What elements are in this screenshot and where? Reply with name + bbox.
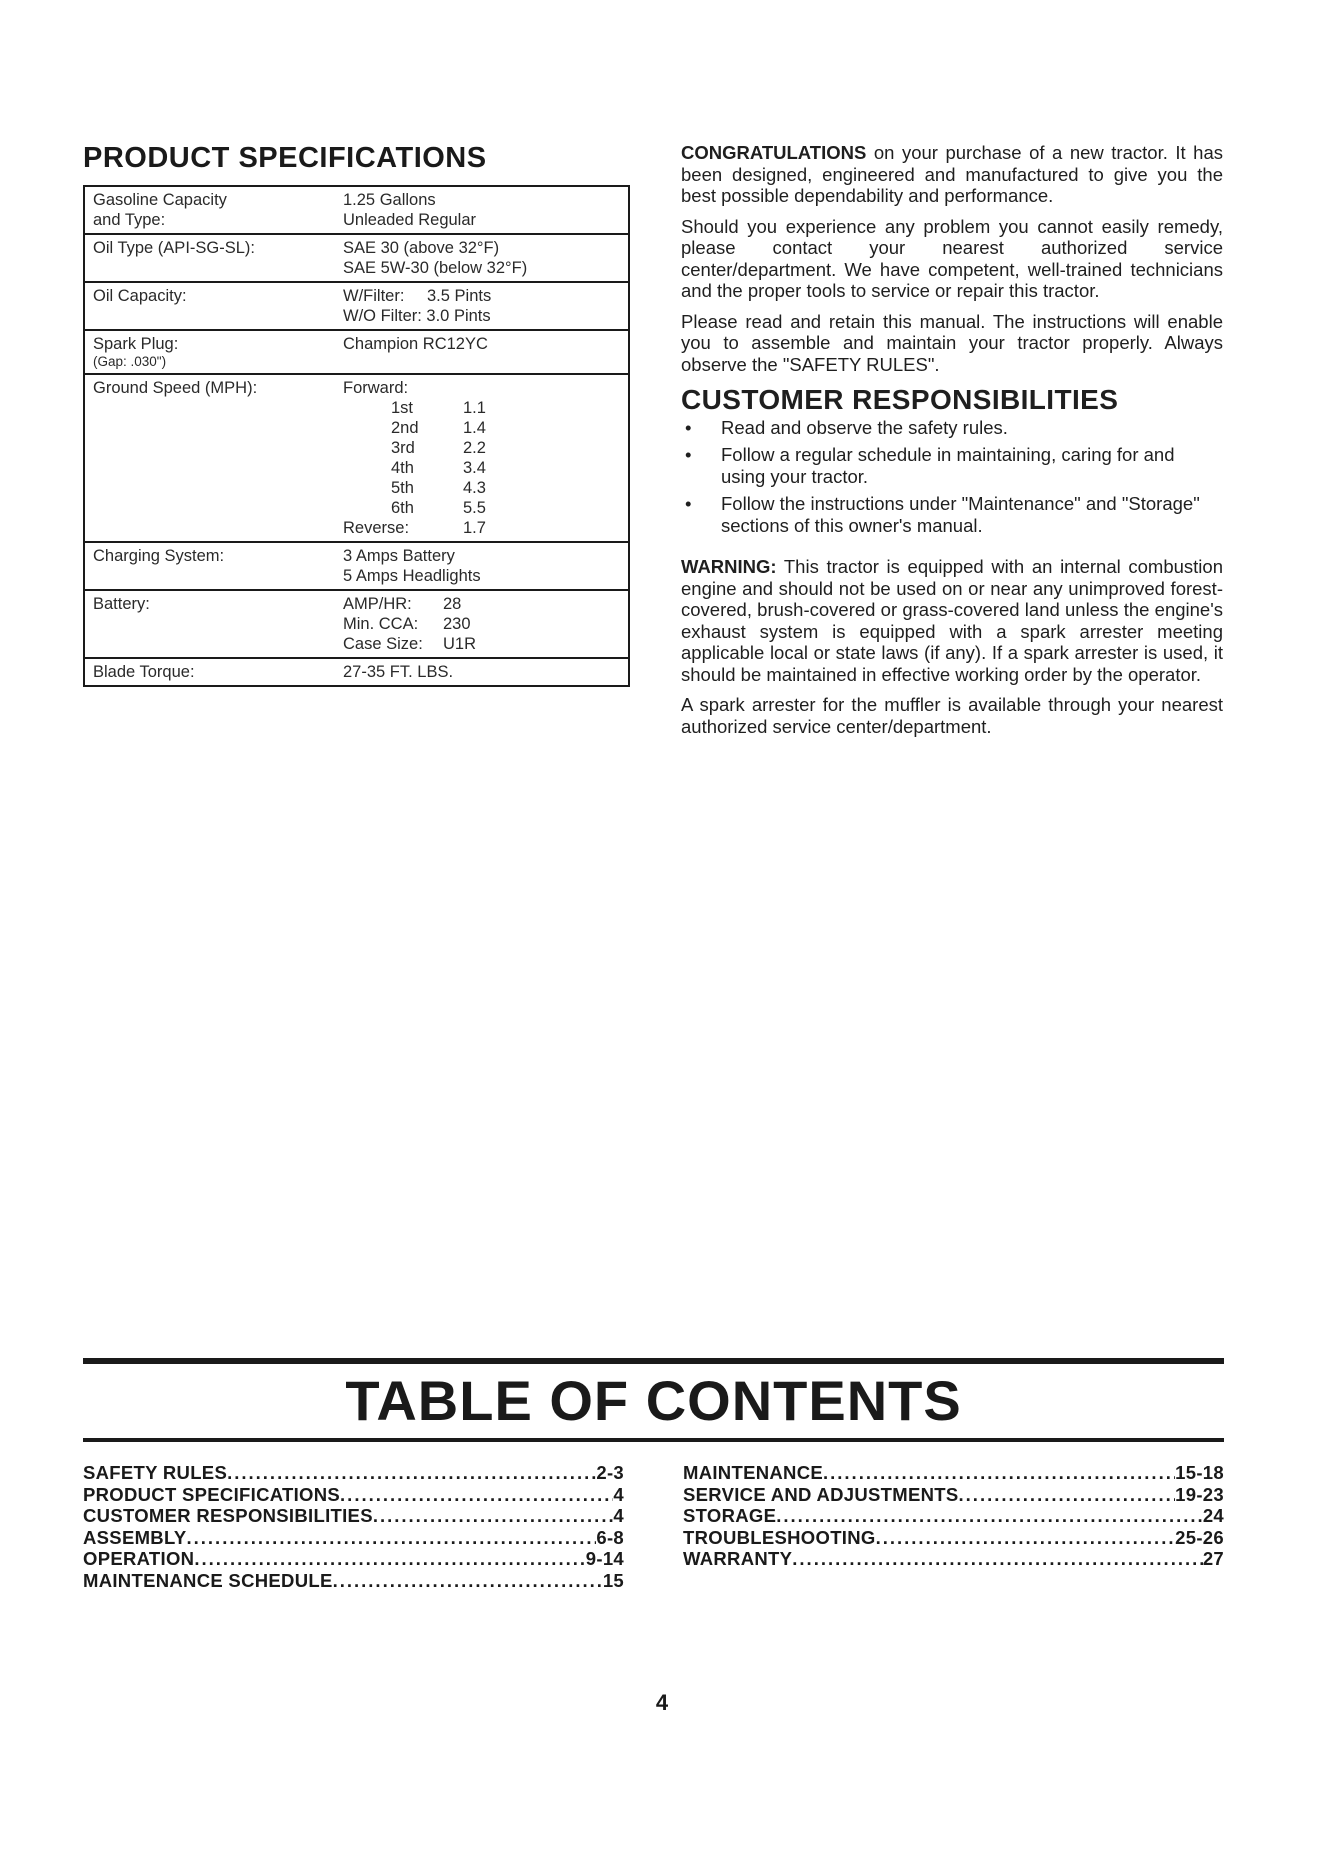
spec-value: 3.5 Pints (427, 287, 492, 305)
gear-row (343, 458, 628, 478)
toc-entry-page: 19-23 (1175, 1483, 1224, 1505)
oil-capacity-with-filter (343, 286, 628, 306)
spec-row-spark-plug (85, 331, 628, 375)
battery-value: U1R (443, 635, 477, 653)
spec-label: and Type: (93, 211, 166, 229)
toc-leader-dots (373, 1505, 614, 1527)
toc-entry-title: SERVICE AND ADJUSTMENTS (683, 1483, 959, 1505)
toc-entry-title: OPERATION (83, 1548, 195, 1569)
toc-leader-dots (876, 1527, 1176, 1549)
toc-entry-title: PRODUCT SPECIFICATIONS (83, 1483, 341, 1505)
spec-label: Battery: (93, 595, 150, 613)
battery-row (343, 594, 628, 614)
gear-row (343, 418, 628, 438)
toc-entry-page: 15 (602, 1569, 624, 1591)
toc-leader-dots (823, 1462, 1175, 1484)
spec-label: Oil Capacity: (93, 287, 187, 305)
toc-leader-dots (340, 1484, 613, 1506)
spec-label: Oil Type (API-SG-SL): (93, 239, 255, 257)
toc-entry-title: MAINTENANCE SCHEDULE (83, 1569, 333, 1591)
spec-row-oil-type (85, 235, 628, 283)
toc-entry (683, 1505, 1224, 1527)
service-paragraph: Should you experience any problem you cannot easily remedy, please contact your nearest authorized service center/department. We have competent, well-trained technicians and the proper tools to service or repair this tractor. (681, 215, 1223, 301)
toc-right-column (683, 1462, 1224, 1591)
toc-leader-dots (792, 1548, 1203, 1570)
bullet-icon: • (685, 444, 692, 465)
table-of-contents (83, 1358, 1224, 1591)
spec-row-ground-speed (85, 375, 628, 543)
divider (83, 1438, 1224, 1442)
battery-value: 230 (443, 615, 471, 633)
responsibility-text: Follow the instructions under "Maintenance" and "Storage" sections of this owner's manual. (721, 493, 1200, 536)
gear-list (343, 398, 628, 518)
spec-row-battery (85, 591, 628, 659)
toc-entry (83, 1548, 624, 1570)
toc-entry-title: CUSTOMER RESPONSIBILITIES (83, 1505, 373, 1526)
warning-paragraph (681, 556, 1223, 685)
battery-row (343, 614, 628, 634)
toc-entry-page: 4 (613, 1505, 624, 1526)
manual-paragraph: Please read and retain this manual. The instructions will enable you to assemble and maintain your tractor properly. Always observe the "SAFETY RULES". (681, 310, 1223, 375)
toc-leader-dots (959, 1484, 1176, 1506)
gear-label: 2nd (391, 419, 419, 437)
spec-label: Blade Torque: (93, 663, 195, 681)
gear-label: 3rd (391, 439, 415, 457)
toc-entry-title: STORAGE (683, 1505, 777, 1526)
oil-capacity-without-filter (343, 306, 628, 326)
toc-entry-title: MAINTENANCE (683, 1462, 823, 1483)
spec-value: 3 Amps Battery (343, 547, 455, 565)
spec-row-oil-capacity (85, 283, 628, 331)
toc-entry (83, 1570, 624, 1592)
spec-key: W/Filter: (343, 287, 405, 305)
gear-row (343, 398, 628, 418)
spec-row-gasoline (85, 187, 628, 235)
responsibility-item (681, 417, 1223, 439)
toc-entry-page: 27 (1202, 1548, 1224, 1569)
toc-entry-page: 15-18 (1175, 1462, 1224, 1483)
page-number: 4 (655, 1690, 669, 1715)
responsibilities-title: CUSTOMER RESPONSIBILITIES (681, 384, 1119, 415)
toc-entry-page: 24 (1202, 1505, 1224, 1526)
gear-label: 5th (391, 479, 414, 497)
toc-leader-dots (194, 1548, 585, 1570)
gear-speed: 3.4 (463, 459, 486, 477)
toc-entry (83, 1484, 624, 1506)
toc-entry (83, 1462, 624, 1484)
congratulations-lead: CONGRATULATIONS (681, 142, 867, 163)
spec-label: Spark Plug: (93, 335, 179, 353)
congratulations-paragraph (681, 142, 1223, 207)
toc-left-column (83, 1462, 624, 1591)
toc-title: TABLE OF CONTENTS (345, 1369, 962, 1432)
toc-leader-dots (776, 1505, 1203, 1527)
gear-label: 1st (391, 399, 414, 417)
toc-entry (683, 1462, 1224, 1484)
toc-entry-page: 2-3 (596, 1462, 624, 1483)
reverse-label: Reverse: (343, 519, 410, 537)
gear-row (343, 438, 628, 458)
toc-entry (683, 1484, 1224, 1506)
spec-value: Champion RC12YC (343, 335, 488, 353)
gear-speed: 1.4 (463, 419, 486, 437)
toc-entry-page: 4 (613, 1483, 624, 1505)
gear-row (343, 478, 628, 498)
battery-key: AMP/HR: (343, 595, 412, 613)
spark-arrester-paragraph: A spark arrester for the muffler is available through your nearest authorized service center/department. (681, 694, 1223, 737)
spec-label: Gasoline Capacity (93, 191, 227, 209)
toc-entry-title: TROUBLESHOOTING (683, 1526, 876, 1548)
toc-entry (683, 1548, 1224, 1570)
toc-entry-page: 6-8 (596, 1526, 624, 1548)
toc-entry (683, 1527, 1224, 1549)
spec-value: 1.25 Gallons (343, 191, 436, 209)
spark-plug-gap: (Gap: .030") (93, 354, 167, 369)
responsibility-item (681, 444, 1223, 487)
intro-column (681, 142, 1223, 746)
toc-entry-page: 9-14 (585, 1548, 624, 1569)
toc-leader-dots (333, 1570, 603, 1592)
spec-label: Charging System: (93, 547, 225, 565)
toc-entry (83, 1505, 624, 1527)
warning-text: This tractor is equipped with an internal combustion engine and should not be used on or near any unimproved forest-covered, brush-covered or grass-covered land unless the engine's exhaust system is equipped with a spark arrester meeting applicable local or state laws (if any). If a spark arrester is used, it should be maintained in effective working order by the operator. (681, 556, 1223, 685)
reverse-value: 1.7 (463, 519, 486, 537)
divider (83, 1358, 1224, 1364)
bullet-icon: • (685, 416, 692, 438)
gear-speed: 4.3 (463, 479, 486, 497)
gear-label: 4th (391, 459, 414, 477)
gear-label: 6th (391, 499, 414, 517)
toc-entry-title: WARRANTY (683, 1548, 793, 1569)
product-specifications-section (83, 142, 628, 687)
battery-values (343, 594, 628, 654)
spec-value: 5 Amps Headlights (343, 567, 481, 585)
gear-speed: 2.2 (463, 439, 486, 457)
spec-row-charging (85, 543, 628, 591)
toc-leader-dots (187, 1527, 597, 1549)
forward-label: Forward: (343, 379, 409, 397)
specs-title: PRODUCT SPECIFICATIONS (83, 142, 487, 174)
spec-value: Unleaded Regular (343, 211, 477, 229)
spec-key: W/O Filter: (343, 307, 422, 325)
toc-entry-page: 25-26 (1175, 1526, 1224, 1548)
congratulations-text: on your purchase of a new tractor. It has been designed, engineered and manufactured to give you the best possible dependability and performance. (681, 142, 1223, 206)
toc-entry-title: ASSEMBLY (83, 1526, 187, 1548)
spec-value: 27-35 FT. LBS. (343, 663, 454, 681)
toc-entry (83, 1527, 624, 1549)
battery-key: Min. CCA: (343, 615, 419, 633)
gear-row (343, 498, 628, 518)
battery-value: 28 (443, 595, 462, 613)
toc-entry-title: SAFETY RULES (83, 1462, 228, 1483)
bullet-icon: • (685, 493, 692, 514)
reverse-row (343, 518, 628, 538)
warning-lead: WARNING: (681, 556, 777, 577)
gear-speed: 5.5 (463, 499, 486, 517)
spec-value: 3.0 Pints (426, 307, 491, 325)
specs-table (83, 185, 630, 687)
responsibility-text: Follow a regular schedule in maintaining, caring for and using your tractor. (721, 444, 1175, 487)
spec-value: SAE 30 (above 32°F) (343, 239, 500, 257)
toc-leader-dots (227, 1462, 596, 1484)
responsibility-text: Read and observe the safety rules. (721, 416, 1008, 438)
gear-speed: 1.1 (463, 399, 486, 417)
spec-value: SAE 5W-30 (below 32°F) (343, 259, 528, 277)
responsibility-item (681, 493, 1223, 536)
spec-row-blade-torque (85, 659, 628, 685)
battery-row (343, 634, 628, 654)
battery-key: Case Size: (343, 635, 423, 653)
responsibilities-list (681, 417, 1223, 537)
spec-label: Ground Speed (MPH): (93, 379, 258, 397)
